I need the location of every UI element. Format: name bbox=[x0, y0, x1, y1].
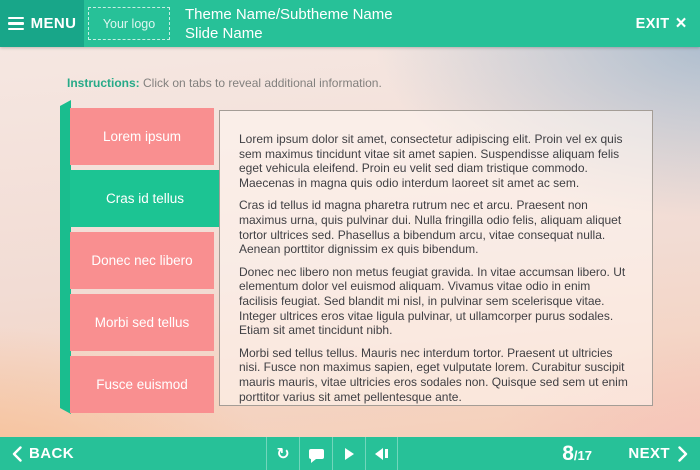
exit-label: EXIT bbox=[635, 15, 670, 32]
logo-placeholder bbox=[88, 7, 170, 40]
playback-controls bbox=[266, 437, 398, 470]
tab-donec-nec-libero[interactable] bbox=[70, 232, 214, 289]
close-icon: × bbox=[675, 13, 687, 34]
tab-cras-id-tellus[interactable] bbox=[70, 170, 220, 227]
replay-button[interactable] bbox=[266, 437, 299, 470]
chevron-left-icon bbox=[12, 446, 22, 462]
tab-list bbox=[70, 108, 220, 413]
back-label: BACK bbox=[29, 445, 74, 462]
slide-title bbox=[185, 5, 393, 43]
instructions-label: Instructions: bbox=[67, 76, 140, 90]
footer-bar bbox=[0, 437, 700, 470]
speaker-icon bbox=[375, 448, 388, 460]
paragraph: Lorem ipsum dolor sit amet, consectetur adipiscing elit. Proin vel ex quis sem maximus tincidunt vitae sit amet sapien. Suspendisse aliquam felis eget vehicula eleifend. Proin eu velit sed diam tristique commodo. Maecenas in magna quis odio interdum laoreet sit amet ac sem. bbox=[239, 132, 623, 190]
comments-button[interactable] bbox=[299, 437, 332, 470]
tab-label: Donec nec libero bbox=[91, 253, 193, 268]
back-button[interactable] bbox=[12, 437, 74, 470]
page-counter bbox=[562, 437, 592, 470]
play-button[interactable] bbox=[332, 437, 365, 470]
theme-name: Theme Name/Subtheme Name bbox=[185, 6, 393, 23]
tab-label: Morbi sed tellus bbox=[94, 315, 190, 330]
chevron-right-icon bbox=[678, 446, 688, 462]
tab-morbi-sed-tellus[interactable] bbox=[70, 294, 214, 351]
tab-lorem-ipsum[interactable] bbox=[70, 108, 214, 165]
paragraph: Donec nec libero non metus feugiat gravida. In vitae accumsan libero. Ut elementum dolor vel euismod aliquam. Vivamus vitae odio in enim facilisis feugiat. Sed blandit mi nisl, in pulvinar sem scelerisque vitae. Integer ultrices eros vitae ligula pulvinar, ut ullamcorper purus sodales. Etiam sit amet tincidunt nibh. bbox=[239, 264, 626, 338]
comment-icon bbox=[309, 449, 324, 459]
instructions-body: Click on tabs to reveal additional information. bbox=[139, 76, 382, 90]
paragraph: Cras id tellus id magna pharetra rutrum nec et arcu. Praesent non maximus urna, quis pulvinar dui. Nulla fringilla odio felis, aliquam aliquet tortor ultrices sed. Phasellus a bibendum arcu, vitae consequat nulla. Aenean porttitor dignissim ex quis bibendum. bbox=[239, 198, 622, 257]
logo-text: Your logo bbox=[102, 16, 156, 31]
play-icon bbox=[345, 448, 354, 460]
current-slide-number: 8 bbox=[562, 441, 574, 465]
audio-button[interactable] bbox=[365, 437, 398, 470]
next-button[interactable] bbox=[628, 437, 688, 470]
tab-label: Fusce euismod bbox=[96, 377, 188, 392]
hamburger-icon bbox=[8, 17, 24, 31]
next-label: NEXT bbox=[628, 445, 670, 462]
tab-fusce-euismod[interactable] bbox=[70, 356, 214, 413]
exit-button[interactable] bbox=[636, 0, 687, 47]
content-panel bbox=[219, 110, 653, 406]
slide-name: Slide Name bbox=[185, 25, 263, 42]
menu-label: MENU bbox=[30, 15, 77, 32]
menu-button[interactable] bbox=[0, 0, 84, 47]
header-bar bbox=[0, 0, 700, 47]
instructions-text bbox=[67, 76, 382, 90]
tab-label: Cras id tellus bbox=[105, 191, 185, 206]
refresh-icon: ↻ bbox=[276, 443, 290, 463]
paragraph: Morbi sed tellus tellus. Mauris nec interdum tortor. Praesent ut ultricies nisi. Fusce non maximus sapien, eget vulputate lorem. Curabitur suscipit mauris mauris, vitae ultricies eros sodales non. Quisque sed sem ut enim porttitor varius sit amet pellentesque ante. bbox=[239, 345, 628, 404]
total-slide-number: /17 bbox=[573, 447, 592, 463]
tab-label: Lorem ipsum bbox=[102, 129, 182, 144]
